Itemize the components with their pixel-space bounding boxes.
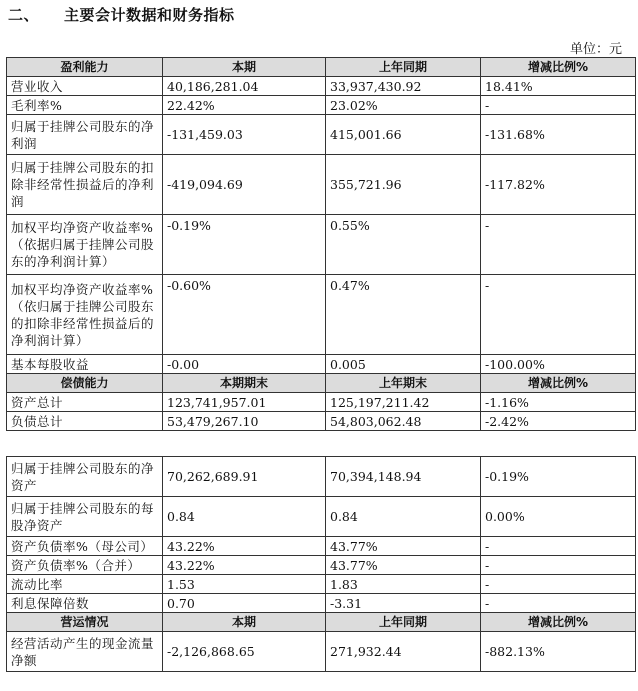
current-value: 40,186,281.04	[163, 77, 326, 96]
prior-value: -3.31	[326, 594, 481, 613]
current-value: 43.22%	[163, 537, 326, 556]
table-header-row	[7, 58, 636, 77]
header-cell: 上年同期	[326, 58, 481, 77]
change-ratio: -882.13%	[481, 632, 636, 672]
prior-value: 0.47%	[326, 275, 481, 355]
current-value: -131,459.03	[163, 115, 326, 155]
table-row	[7, 275, 636, 355]
table-row	[7, 575, 636, 594]
section-title	[8, 4, 235, 25]
row-label: 营业收入	[7, 77, 163, 96]
current-value: 70,262,689.91	[163, 457, 326, 497]
current-value: -2,126,868.65	[163, 632, 326, 672]
change-ratio: -100.00%	[481, 355, 636, 374]
table-row	[7, 115, 636, 155]
header-cell: 上年期末	[326, 374, 481, 393]
current-value: -419,094.69	[163, 155, 326, 215]
change-ratio: -0.19%	[481, 457, 636, 497]
change-ratio: -	[481, 275, 636, 355]
row-label: 利息保障倍数	[7, 594, 163, 613]
table-row	[7, 96, 636, 115]
prior-value: 0.005	[326, 355, 481, 374]
profitability-solvency-table	[6, 57, 636, 431]
table-row	[7, 155, 636, 215]
row-label: 归属于挂牌公司股东的净利润	[7, 115, 163, 155]
table-row	[7, 412, 636, 431]
prior-value: 1.83	[326, 575, 481, 594]
current-value: 123,741,957.01	[163, 393, 326, 412]
prior-value: 271,932.44	[326, 632, 481, 672]
change-ratio: 18.41%	[481, 77, 636, 96]
change-ratio: -	[481, 96, 636, 115]
prior-value: 415,001.66	[326, 115, 481, 155]
table-row	[7, 537, 636, 556]
table-row	[7, 355, 636, 374]
table-row	[7, 632, 636, 672]
row-label: 负债总计	[7, 412, 163, 431]
prior-value: 70,394,148.94	[326, 457, 481, 497]
change-ratio: -117.82%	[481, 155, 636, 215]
table-row	[7, 215, 636, 275]
row-label: 资产总计	[7, 393, 163, 412]
change-ratio: -1.16%	[481, 393, 636, 412]
prior-value: 355,721.96	[326, 155, 481, 215]
prior-value: 43.77%	[326, 537, 481, 556]
change-ratio: -	[481, 594, 636, 613]
header-cell: 营运情况	[7, 613, 163, 632]
header-cell: 上年同期	[326, 613, 481, 632]
row-label: 加权平均净资产收益率%（依归属于挂牌公司股东的扣除非经常性损益后的净利润计算）	[7, 275, 163, 355]
table-row	[7, 77, 636, 96]
prior-value: 23.02%	[326, 96, 481, 115]
table-row	[7, 393, 636, 412]
row-label: 归属于挂牌公司股东的净资产	[7, 457, 163, 497]
current-value: 1.53	[163, 575, 326, 594]
row-label: 基本每股收益	[7, 355, 163, 374]
row-label: 归属于挂牌公司股东的每股净资产	[7, 497, 163, 537]
current-value: -0.60%	[163, 275, 326, 355]
header-cell: 本期期末	[163, 374, 326, 393]
table-header-row	[7, 613, 636, 632]
prior-value: 125,197,211.42	[326, 393, 481, 412]
header-cell: 增减比例%	[481, 374, 636, 393]
change-ratio: -	[481, 575, 636, 594]
row-label: 加权平均净资产收益率%（依据归属于挂牌公司股东的净利润计算）	[7, 215, 163, 275]
prior-value: 54,803,062.48	[326, 412, 481, 431]
solvency-operations-table	[6, 456, 636, 672]
row-label: 归属于挂牌公司股东的扣除非经常性损益后的净利润	[7, 155, 163, 215]
row-label: 经营活动产生的现金流量净额	[7, 632, 163, 672]
current-value: -0.19%	[163, 215, 326, 275]
change-ratio: -	[481, 215, 636, 275]
prior-value: 0.55%	[326, 215, 481, 275]
table-row	[7, 556, 636, 575]
section-number: 二、	[8, 6, 40, 24]
row-label: 毛利率%	[7, 96, 163, 115]
section-heading: 主要会计数据和财务指标	[64, 6, 235, 24]
row-label: 资产负债率%（合并）	[7, 556, 163, 575]
change-ratio: -	[481, 537, 636, 556]
row-label: 流动比率	[7, 575, 163, 594]
header-cell: 盈利能力	[7, 58, 163, 77]
header-cell: 增减比例%	[481, 613, 636, 632]
change-ratio: 0.00%	[481, 497, 636, 537]
current-value: 53,479,267.10	[163, 412, 326, 431]
table-row	[7, 497, 636, 537]
unit-label: 单位：元	[569, 42, 622, 57]
current-value: -0.00	[163, 355, 326, 374]
table-header-row	[7, 374, 636, 393]
change-ratio: -131.68%	[481, 115, 636, 155]
prior-value: 0.84	[326, 497, 481, 537]
row-label: 资产负债率%（母公司）	[7, 537, 163, 556]
table-row	[7, 457, 636, 497]
header-cell: 增减比例%	[481, 58, 636, 77]
current-value: 22.42%	[163, 96, 326, 115]
current-value: 0.84	[163, 497, 326, 537]
current-value: 0.70	[163, 594, 326, 613]
prior-value: 43.77%	[326, 556, 481, 575]
current-value: 43.22%	[163, 556, 326, 575]
header-cell: 偿债能力	[7, 374, 163, 393]
table-row	[7, 594, 636, 613]
header-cell: 本期	[163, 613, 326, 632]
header-cell: 本期	[163, 58, 326, 77]
prior-value: 33,937,430.92	[326, 77, 481, 96]
change-ratio: -2.42%	[481, 412, 636, 431]
change-ratio: -	[481, 556, 636, 575]
